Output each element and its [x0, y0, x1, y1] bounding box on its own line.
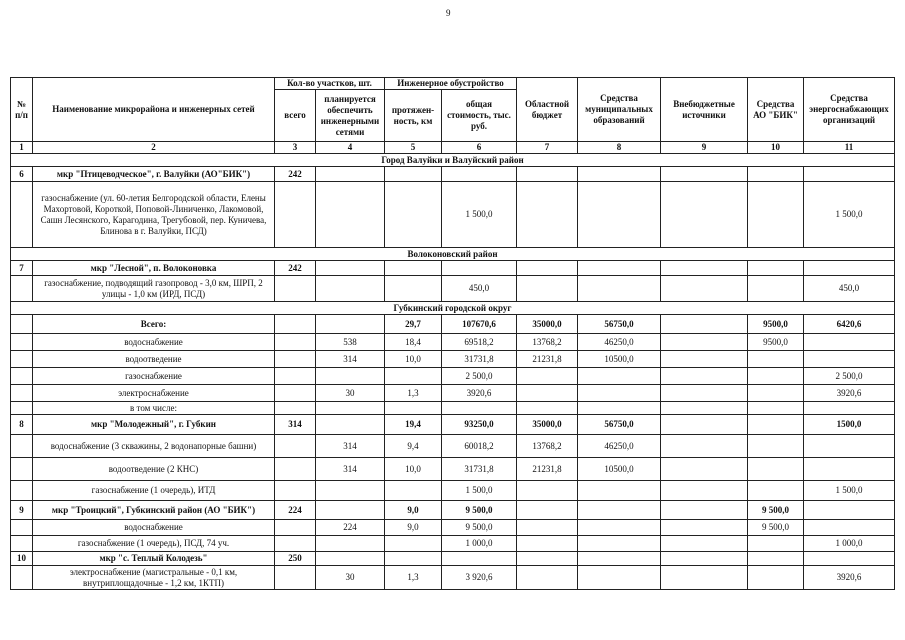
table-cell: [748, 276, 804, 302]
table-cell: [316, 368, 385, 385]
table-cell: [804, 351, 895, 368]
table-cell: 1500,0: [804, 415, 895, 435]
table-row: [11, 315, 895, 334]
table-cell: [11, 402, 33, 415]
table-cell: [517, 566, 578, 590]
table-cell: [661, 167, 748, 182]
table-cell: 9500,0: [748, 315, 804, 334]
table-cell: [275, 276, 316, 302]
table-cell: [578, 385, 661, 402]
table-cell: [748, 385, 804, 402]
table-row: [11, 261, 895, 276]
table-cell: 35000,0: [517, 415, 578, 435]
table-cell: [517, 501, 578, 520]
table-cell: 1 500,0: [804, 182, 895, 248]
column-number-row: [11, 142, 895, 154]
table-cell: [578, 552, 661, 566]
table-cell: [578, 501, 661, 520]
table-cell: 21231,8: [517, 458, 578, 481]
table-cell: [11, 481, 33, 501]
table-cell: мкр "Троицкий", Губкинский район (АО "БИК"): [33, 501, 275, 520]
table-cell: [275, 458, 316, 481]
table-cell: [661, 276, 748, 302]
table-cell: [385, 167, 442, 182]
table-cell: [11, 182, 33, 248]
table-cell: [275, 334, 316, 351]
column-number: 5: [385, 142, 442, 154]
table-cell: 1 500,0: [442, 481, 517, 501]
column-number: 8: [578, 142, 661, 154]
table-cell: 9 500,0: [748, 501, 804, 520]
table-row: [11, 385, 895, 402]
table-cell: [661, 566, 748, 590]
table-cell: [385, 552, 442, 566]
header-engineering-group: Инженерное обустройство: [385, 78, 517, 90]
table-cell: [442, 167, 517, 182]
column-number: 4: [316, 142, 385, 154]
table-cell: 9,0: [385, 501, 442, 520]
table-cell: [661, 261, 748, 276]
section-title: Город Валуйки и Валуйский район: [11, 154, 895, 167]
table-cell: 31731,8: [442, 458, 517, 481]
table-body: [11, 142, 895, 590]
table-cell: [804, 167, 895, 182]
table-cell: [661, 368, 748, 385]
table-cell: 250: [275, 552, 316, 566]
table-cell: [748, 351, 804, 368]
table-row: [11, 566, 895, 590]
table-cell: 31731,8: [442, 351, 517, 368]
table-cell: [517, 481, 578, 501]
table-cell: [661, 315, 748, 334]
table-row: [11, 415, 895, 435]
table-cell: 35000,0: [517, 315, 578, 334]
table-cell: [517, 536, 578, 552]
table-cell: 69518,2: [442, 334, 517, 351]
table-cell: [661, 402, 748, 415]
table-cell: электроснабжение (магистральные - 0,1 км, внутриплощадочные - 1,2 км, 1КТП): [33, 566, 275, 590]
table-cell: 107670,6: [442, 315, 517, 334]
header-length: протяжен-ность, км: [385, 90, 442, 142]
table-cell: [661, 458, 748, 481]
table-cell: [748, 536, 804, 552]
table-row: [11, 402, 895, 415]
table-cell: 21231,8: [517, 351, 578, 368]
table-cell: [316, 552, 385, 566]
table-cell: [578, 566, 661, 590]
table-cell: 18,4: [385, 334, 442, 351]
table-cell: 314: [316, 458, 385, 481]
table-cell: 10,0: [385, 351, 442, 368]
table-cell: 10500,0: [578, 458, 661, 481]
table-cell: газоснабжение, подводящий газопровод - 3,0 км, ШРП, 2 улицы - 1,0 км (ИРД, ПСД): [33, 276, 275, 302]
table-cell: мкр "Молодежный", г. Губкин: [33, 415, 275, 435]
table-row: [11, 536, 895, 552]
table-row: [11, 481, 895, 501]
table-cell: водоснабжение (3 скважины, 2 водонапорные башни): [33, 435, 275, 458]
table-cell: 9 500,0: [442, 520, 517, 536]
table-cell: [748, 167, 804, 182]
table-cell: 46250,0: [578, 334, 661, 351]
table-cell: [661, 182, 748, 248]
table-cell: [385, 261, 442, 276]
table-cell: [275, 182, 316, 248]
table-cell: 450,0: [804, 276, 895, 302]
table-cell: 8: [11, 415, 33, 435]
table-cell: [578, 536, 661, 552]
table-cell: 1 000,0: [804, 536, 895, 552]
table-cell: 9: [11, 501, 33, 520]
table-cell: [804, 334, 895, 351]
table-cell: [517, 368, 578, 385]
table-cell: 30: [316, 566, 385, 590]
table-cell: 9 500,0: [748, 520, 804, 536]
table-cell: мкр "с. Теплый Колодезь": [33, 552, 275, 566]
table-cell: 314: [316, 435, 385, 458]
table-cell: [661, 415, 748, 435]
header-offbudget: Внебюджетные источники: [661, 78, 748, 142]
table-cell: [11, 566, 33, 590]
table-cell: 1,3: [385, 385, 442, 402]
table-cell: [385, 402, 442, 415]
table-row: [11, 552, 895, 566]
table-cell: [316, 415, 385, 435]
table-cell: водоснабжение: [33, 334, 275, 351]
table-cell: [275, 402, 316, 415]
table-cell: 3920,6: [804, 385, 895, 402]
table-cell: [748, 552, 804, 566]
table-cell: 450,0: [442, 276, 517, 302]
table-cell: [517, 276, 578, 302]
table-cell: [275, 536, 316, 552]
table-cell: 10,0: [385, 458, 442, 481]
table-cell: 10500,0: [578, 351, 661, 368]
table-row: [11, 167, 895, 182]
table-cell: 3920,6: [804, 566, 895, 590]
table-cell: [748, 458, 804, 481]
table-cell: [442, 261, 517, 276]
table-cell: 19,4: [385, 415, 442, 435]
table-cell: [11, 458, 33, 481]
table-cell: [517, 261, 578, 276]
table-cell: 9 500,0: [442, 501, 517, 520]
column-number: 9: [661, 142, 748, 154]
table-cell: [748, 435, 804, 458]
table-cell: [661, 552, 748, 566]
table-cell: 6: [11, 167, 33, 182]
table-cell: 3 920,6: [442, 566, 517, 590]
header-total: всего: [275, 90, 316, 142]
table-cell: 9,4: [385, 435, 442, 458]
header-regional: Областной бюджет: [517, 78, 578, 142]
table-cell: 30: [316, 385, 385, 402]
table-cell: в том числе:: [33, 402, 275, 415]
table-cell: [517, 520, 578, 536]
table-row: [11, 368, 895, 385]
table-cell: 9500,0: [748, 334, 804, 351]
table-cell: газоснабжение: [33, 368, 275, 385]
table-cell: [804, 520, 895, 536]
table-cell: водоотведение (2 КНС): [33, 458, 275, 481]
table-cell: [316, 501, 385, 520]
table-cell: [661, 351, 748, 368]
table-cell: 242: [275, 167, 316, 182]
table-cell: [316, 536, 385, 552]
table-cell: [316, 167, 385, 182]
table-cell: водоснабжение: [33, 520, 275, 536]
section-title: Губкинский городской округ: [11, 302, 895, 315]
table-cell: [804, 458, 895, 481]
header-cost: общая стоимость, тыс. руб.: [442, 90, 517, 142]
table-cell: 2 500,0: [442, 368, 517, 385]
table-cell: [11, 334, 33, 351]
table-cell: [517, 182, 578, 248]
table-cell: водоотведение: [33, 351, 275, 368]
table-cell: 314: [275, 415, 316, 435]
table-cell: мкр "Птицеводческое", г. Валуйки (АО"БИК"): [33, 167, 275, 182]
table-cell: 13768,2: [517, 334, 578, 351]
table-cell: [275, 566, 316, 590]
table-cell: [316, 182, 385, 248]
column-number: 10: [748, 142, 804, 154]
table-row: [11, 182, 895, 248]
table-cell: 1 500,0: [804, 481, 895, 501]
table-row: [11, 501, 895, 520]
column-number: 7: [517, 142, 578, 154]
table-cell: 56750,0: [578, 415, 661, 435]
table-cell: [804, 435, 895, 458]
table-cell: электроснабжение: [33, 385, 275, 402]
column-number: 11: [804, 142, 895, 154]
table-cell: газоснабжение (1 очередь), ИТД: [33, 481, 275, 501]
table-row: [11, 435, 895, 458]
table-cell: [804, 261, 895, 276]
table-cell: [578, 261, 661, 276]
table-cell: [385, 276, 442, 302]
table-cell: [578, 481, 661, 501]
table-row: [11, 334, 895, 351]
column-number: 2: [33, 142, 275, 154]
table-row: [11, 276, 895, 302]
table-cell: [661, 536, 748, 552]
table-cell: [804, 552, 895, 566]
table-cell: [385, 182, 442, 248]
table-cell: 10: [11, 552, 33, 566]
table-cell: [804, 402, 895, 415]
table-cell: [517, 167, 578, 182]
table-cell: [11, 315, 33, 334]
table-cell: 29,7: [385, 315, 442, 334]
table-cell: [11, 351, 33, 368]
table-cell: [11, 536, 33, 552]
header-name: Наименование микрорайона и инженерных сетей: [33, 78, 275, 142]
table-cell: Всего:: [33, 315, 275, 334]
table-cell: [275, 481, 316, 501]
table-cell: 46250,0: [578, 435, 661, 458]
table-cell: [517, 402, 578, 415]
section-title: Волоконовский район: [11, 248, 895, 261]
table-cell: [11, 368, 33, 385]
table-cell: [578, 276, 661, 302]
table-cell: [578, 402, 661, 415]
header-municipal: Средства муниципальных образований: [578, 78, 661, 142]
column-number: 1: [11, 142, 33, 154]
header-bik: Средства АО "БИК": [748, 78, 804, 142]
table-cell: [275, 368, 316, 385]
table-cell: [661, 481, 748, 501]
table-cell: [517, 385, 578, 402]
table-cell: [385, 368, 442, 385]
table-cell: [661, 334, 748, 351]
table-cell: 9,0: [385, 520, 442, 536]
table-cell: 538: [316, 334, 385, 351]
header-planned: планируется обеспечить инженерными сетями: [316, 90, 385, 142]
table-cell: [11, 385, 33, 402]
table-cell: 1 000,0: [442, 536, 517, 552]
header-num: № п/п: [11, 78, 33, 142]
investment-table: [10, 77, 895, 590]
table-cell: [748, 402, 804, 415]
table-cell: [316, 261, 385, 276]
table-cell: [442, 402, 517, 415]
table-cell: [661, 520, 748, 536]
section-row: [11, 302, 895, 315]
table-cell: [748, 481, 804, 501]
table-cell: [661, 435, 748, 458]
table-cell: 7: [11, 261, 33, 276]
table-cell: [275, 385, 316, 402]
table-cell: 2 500,0: [804, 368, 895, 385]
table-cell: [385, 481, 442, 501]
column-number: 3: [275, 142, 316, 154]
table-cell: 314: [316, 351, 385, 368]
table-cell: 3920,6: [442, 385, 517, 402]
table-cell: [578, 520, 661, 536]
table-cell: [748, 566, 804, 590]
table-cell: [275, 315, 316, 334]
table-cell: [316, 481, 385, 501]
table-cell: [578, 368, 661, 385]
table-cell: [316, 276, 385, 302]
column-number: 6: [442, 142, 517, 154]
table-row: [11, 520, 895, 536]
table-cell: [748, 415, 804, 435]
section-row: [11, 248, 895, 261]
table-cell: 224: [316, 520, 385, 536]
table-cell: [316, 315, 385, 334]
table-cell: 242: [275, 261, 316, 276]
table-cell: [11, 276, 33, 302]
table-cell: 1,3: [385, 566, 442, 590]
table-cell: 60018,2: [442, 435, 517, 458]
table-cell: мкр "Лесной", п. Волоконовка: [33, 261, 275, 276]
table-cell: [275, 520, 316, 536]
table-cell: [748, 182, 804, 248]
page-number: 9: [446, 8, 451, 18]
table-cell: 56750,0: [578, 315, 661, 334]
table-cell: [748, 368, 804, 385]
table-row: [11, 351, 895, 368]
table-cell: [748, 261, 804, 276]
table-cell: [442, 552, 517, 566]
table-cell: 1 500,0: [442, 182, 517, 248]
table-cell: 6420,6: [804, 315, 895, 334]
table-cell: [275, 435, 316, 458]
table-cell: [661, 385, 748, 402]
table-cell: [316, 402, 385, 415]
table-cell: [661, 501, 748, 520]
table-cell: [385, 536, 442, 552]
table-cell: газоснабжение (1 очередь), ПСД, 74 уч.: [33, 536, 275, 552]
table-cell: [275, 351, 316, 368]
table-cell: 13768,2: [517, 435, 578, 458]
table-cell: [578, 167, 661, 182]
table-cell: [11, 435, 33, 458]
table-cell: 93250,0: [442, 415, 517, 435]
table-cell: [11, 520, 33, 536]
header-plots-group: Кол-во участков, шт.: [275, 78, 385, 90]
header-energy: Средства энергоснабжающих организаций: [804, 78, 895, 142]
section-row: [11, 154, 895, 167]
table-row: [11, 458, 895, 481]
table-cell: [517, 552, 578, 566]
table-cell: [578, 182, 661, 248]
table-cell: газоснабжение (ул. 60-летия Белгородской области, Елены Махортовой, Короткой, Поповой-Линиченко, Лакомовой, Сашн Лесянского, Карагодина, Трегубовой, пер. Куничева, Блинова в г. Валуйки, ПСД): [33, 182, 275, 248]
table-cell: 224: [275, 501, 316, 520]
table-cell: [804, 501, 895, 520]
